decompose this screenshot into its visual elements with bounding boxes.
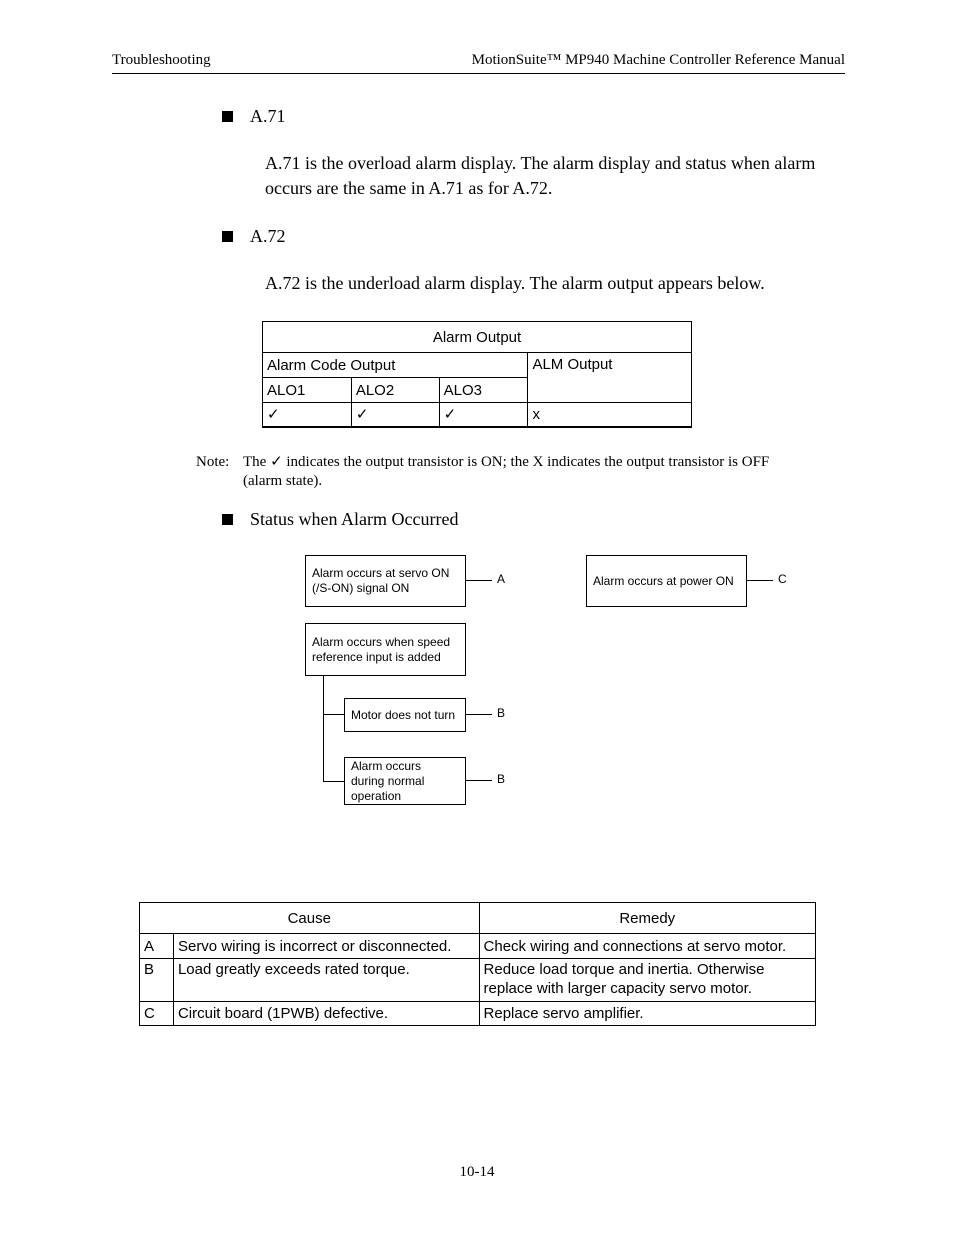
col-alo2: ALO2	[351, 378, 439, 403]
alm-output-header: ALM Output	[528, 353, 692, 403]
table-row	[140, 934, 816, 959]
page-number: 10-14	[459, 1164, 495, 1180]
connector-line	[466, 580, 492, 581]
box-normal-operation-text: Alarm occurs during normal operation	[351, 758, 425, 803]
box-speed-reference	[305, 623, 466, 676]
box-servo-on-text: Alarm occurs at servo ON (/S-ON) signal ON	[312, 566, 450, 595]
alarm-code-output-header: Alarm Code Output	[263, 353, 528, 378]
header-cause: Cause	[140, 903, 480, 934]
section-a71-title: A.71	[250, 106, 286, 126]
value-alo2: ✓	[351, 403, 439, 427]
value-alm: x	[528, 403, 692, 427]
row-cause: Load greatly exceeds rated torque.	[173, 959, 479, 1002]
section-a71-heading	[222, 106, 286, 127]
value-alo3: ✓	[439, 403, 528, 427]
header-left: Troubleshooting	[112, 52, 211, 68]
section-a72-heading	[222, 226, 286, 247]
box-power-on-text: Alarm occurs at power ON	[593, 573, 734, 588]
col-alo3: ALO3	[439, 378, 528, 403]
square-bullet-icon	[222, 514, 233, 525]
row-key: A	[140, 934, 174, 959]
tree-trunk-line	[323, 676, 324, 782]
section-a71-text: A.71 is the overload alarm display. The alarm display and status when alarm occurs are the same in A.71 as for A.72.	[265, 153, 816, 198]
connector-line	[466, 780, 492, 781]
row-remedy: Check wiring and connections at servo motor.	[479, 934, 815, 959]
label-power-on: C	[778, 572, 787, 586]
box-normal-operation	[344, 757, 466, 805]
row-remedy: Replace servo amplifier.	[479, 1002, 815, 1026]
label-motor: B	[497, 706, 506, 720]
header-rule	[112, 73, 845, 74]
value-alo1: ✓	[263, 403, 352, 427]
box-power-on	[586, 555, 747, 607]
table-row	[140, 959, 816, 1002]
table-row	[140, 1002, 816, 1026]
connector-line	[466, 714, 492, 715]
label-servo-on: A	[497, 572, 506, 586]
status-heading	[222, 509, 458, 530]
box-motor-not-turn	[344, 698, 466, 732]
alarm-output-table	[262, 321, 692, 428]
box-speed-reference-text: Alarm occurs when speed reference input is added	[312, 634, 451, 664]
section-a72-title: A.72	[250, 226, 286, 246]
col-alo1: ALO1	[263, 378, 352, 403]
header-remedy: Remedy	[479, 903, 815, 934]
section-a72-text: A.72 is the underload alarm display. The alarm output appears below.	[265, 273, 765, 293]
label-normal: B	[497, 772, 506, 786]
square-bullet-icon	[222, 111, 233, 122]
square-bullet-icon	[222, 231, 233, 242]
status-title: Status when Alarm Occurred	[250, 509, 459, 529]
header-right: MotionSuite™ MP940 Machine Controller Reference Manual	[471, 52, 845, 68]
row-cause: Servo wiring is incorrect or disconnected.	[173, 934, 479, 959]
box-servo-on	[305, 555, 466, 607]
alarm-output-title: Alarm Output	[263, 322, 692, 353]
tree-branch-line	[323, 714, 344, 715]
connector-line	[747, 580, 773, 581]
row-remedy: Reduce load torque and inertia. Otherwise replace with larger capacity servo motor.	[479, 959, 815, 1002]
row-key: C	[140, 1002, 174, 1026]
tree-branch-line	[323, 781, 344, 782]
note-label: Note:	[196, 454, 230, 470]
box-motor-not-turn-text: Motor does not turn	[351, 707, 456, 722]
cause-remedy-table	[139, 902, 816, 1026]
row-cause: Circuit board (1PWB) defective.	[173, 1002, 479, 1026]
row-key: B	[140, 959, 174, 1002]
note-text: The ✓ indicates the output transistor is ON; the X indicates the output transistor is OFF (alarm state).	[243, 454, 770, 489]
